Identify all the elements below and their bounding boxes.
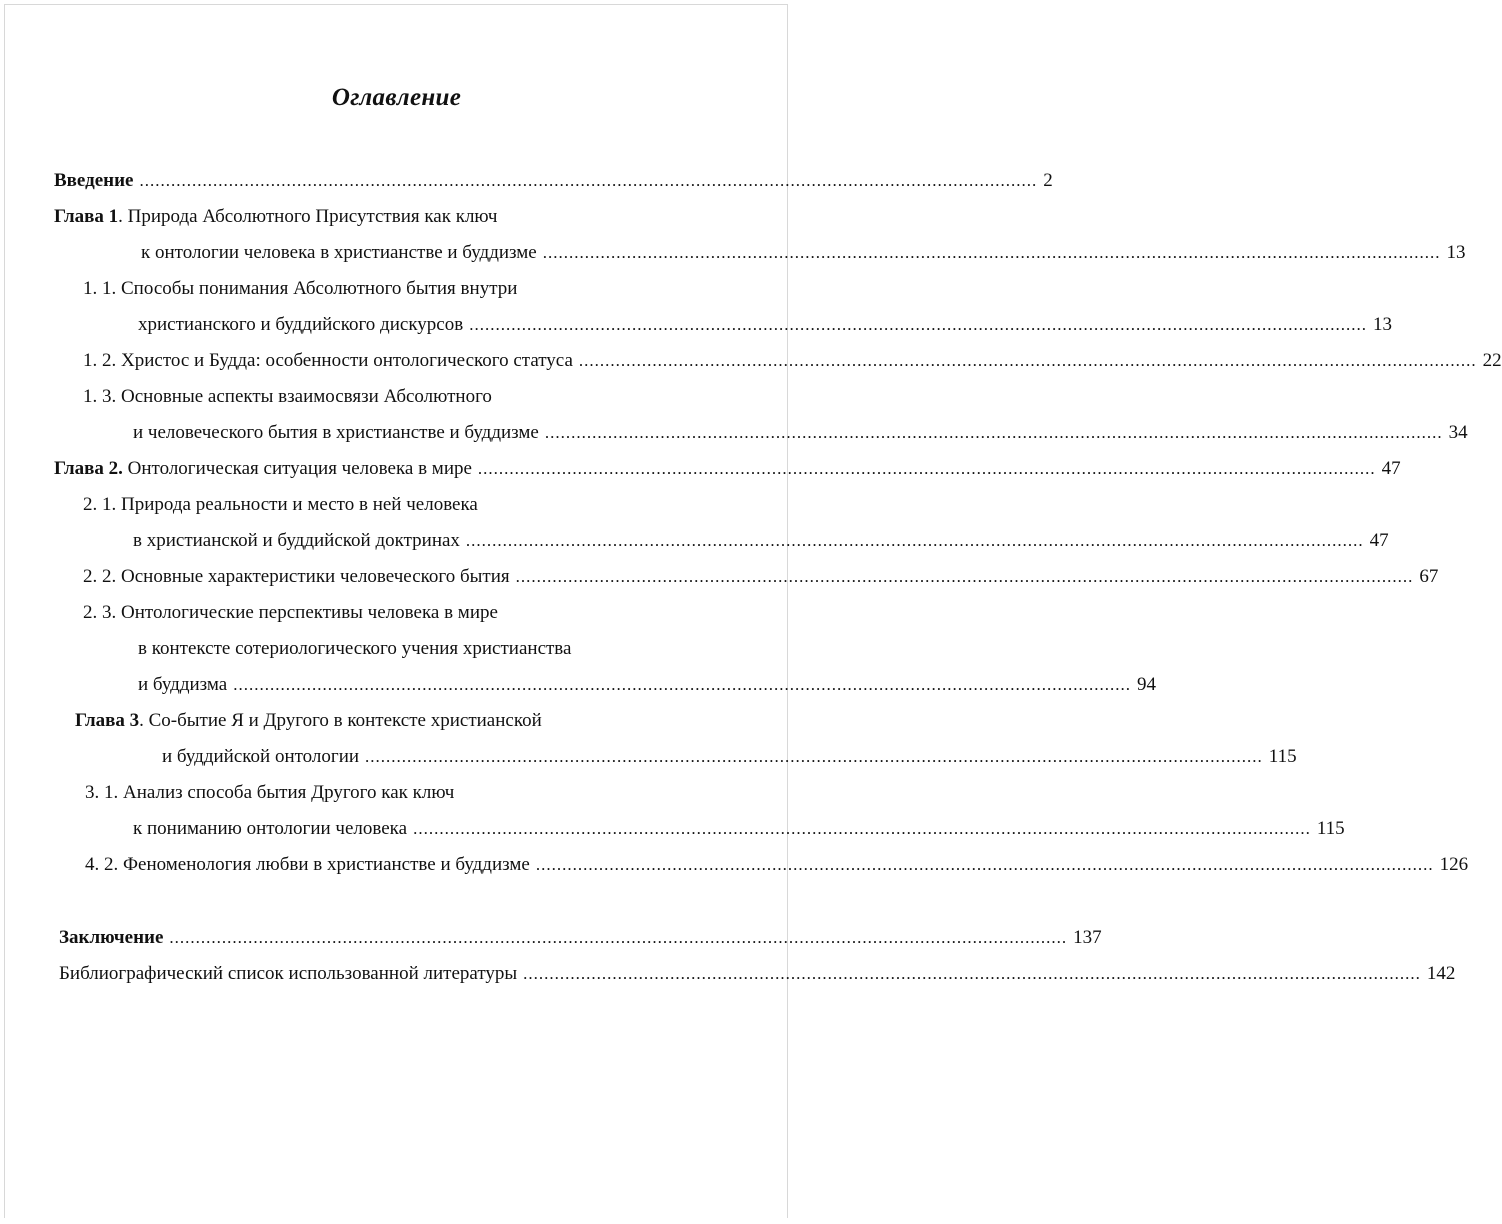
toc-text: Онтологическая ситуация человека в мире: [122, 458, 472, 479]
toc-page-number: 94: [1136, 674, 1156, 695]
toc-entry-section-1-3[interactable]: [83, 383, 492, 411]
toc-leader: ...........................................................................................................................................................................: [465, 531, 1364, 550]
toc-text: в контексте сотериологического учения христианства: [138, 638, 572, 659]
toc-entry-section-2-2[interactable]: [83, 563, 1439, 591]
toc-page-number: 67: [1419, 566, 1439, 587]
toc-entry-section-1-3-cont[interactable]: [133, 419, 1468, 447]
toc-page-number: 22: [1482, 350, 1502, 371]
toc-entry-conclusion[interactable]: [59, 924, 1102, 952]
toc-entry-section-4-2[interactable]: [85, 851, 1469, 879]
toc-text: . Со-бытие Я и Другого в контексте христианской: [139, 710, 542, 731]
toc-label: Заключение: [59, 927, 164, 948]
toc-leader: ...........................................................................................................................................................................: [233, 675, 1131, 694]
toc-text: и буддизма: [138, 674, 228, 695]
toc-page-number: 13: [1446, 242, 1466, 263]
toc-text: 2. 2. Основные характеристики человеческого бытия: [83, 566, 510, 587]
toc-entry-section-1-1[interactable]: [83, 275, 517, 303]
toc-entry-section-1-2[interactable]: [83, 347, 1502, 375]
toc-leader: ...........................................................................................................................................................................: [578, 351, 1477, 370]
toc-text: и буддийской онтологии: [162, 746, 360, 767]
toc-text: в христианской и буддийской доктринах: [133, 530, 460, 551]
toc-text: 2. 1. Природа реальности и место в ней человека: [83, 494, 478, 515]
toc-page-number: 47: [1381, 458, 1401, 479]
toc-entry-intro[interactable]: [54, 167, 1053, 195]
toc-entry-chapter-3-cont[interactable]: [162, 743, 1297, 771]
toc-text: . Природа Абсолютного Присутствия как ключ: [118, 206, 498, 227]
toc-page-number: 115: [1268, 746, 1297, 767]
toc-entry-section-2-3-cont[interactable]: [138, 635, 571, 663]
toc-leader: ...........................................................................................................................................................................: [365, 747, 1263, 766]
toc-label: Библиографический список использованной литературы: [59, 963, 518, 984]
toc-page-number: 13: [1372, 314, 1392, 335]
toc-leader: ...........................................................................................................................................................................: [523, 964, 1421, 983]
toc-entry-section-1-1-cont[interactable]: [138, 311, 1392, 339]
toc-leader: ...........................................................................................................................................................................: [515, 567, 1414, 586]
toc-label: Введение: [54, 170, 134, 191]
toc-page-number: 115: [1316, 818, 1345, 839]
toc-leader: ...........................................................................................................................................................................: [542, 243, 1441, 262]
toc-leader: ...........................................................................................................................................................................: [139, 171, 1038, 190]
toc-text: 1. 3. Основные аспекты взаимосвязи Абсолютного: [83, 386, 492, 407]
toc-entry-section-2-1[interactable]: [83, 491, 478, 519]
toc-page-number: 2: [1043, 170, 1053, 191]
toc-entry-section-3-1-cont[interactable]: [133, 815, 1345, 843]
toc-page-number: 34: [1448, 422, 1468, 443]
toc-leader: ...........................................................................................................................................................................: [477, 459, 1376, 478]
toc-text: к пониманию онтологии человека: [133, 818, 408, 839]
chapter-label: Глава 1: [54, 206, 119, 227]
toc-text: и человеческого бытия в христианстве и буддизме: [133, 422, 539, 443]
toc-text: 1. 2. Христос и Будда: особенности онтологического статуса: [83, 350, 573, 371]
toc-text: 1. 1. Способы понимания Абсолютного бытия внутри: [83, 278, 518, 299]
toc-entry-section-2-3-cont-2[interactable]: [138, 671, 1156, 699]
toc-entry-section-2-3[interactable]: [83, 599, 498, 627]
toc-leader: ...........................................................................................................................................................................: [169, 928, 1068, 947]
toc-text: 3. 1. Анализ способа бытия Другого как ключ: [85, 782, 455, 803]
toc-entry-section-3-1[interactable]: [85, 779, 454, 807]
toc-leader: ...........................................................................................................................................................................: [544, 423, 1443, 442]
toc-page-number: 137: [1073, 927, 1102, 948]
toc-entry-section-2-1-cont[interactable]: [133, 527, 1389, 555]
toc-entry-chapter-1[interactable]: [54, 203, 497, 231]
toc-text: 4. 2. Феноменология любви в христианстве и буддизме: [85, 854, 530, 875]
toc-text: 2. 3. Онтологические перспективы человека в мире: [83, 602, 498, 623]
toc-entry-chapter-2[interactable]: [54, 455, 1401, 483]
page-title: Оглавление: [331, 84, 462, 111]
toc-entry-chapter-3[interactable]: [75, 707, 542, 735]
toc-text: к онтологии человека в христианстве и буддизме: [141, 242, 537, 263]
toc-leader: ...........................................................................................................................................................................: [413, 819, 1311, 838]
toc-entry-bibliography[interactable]: [59, 960, 1456, 988]
toc-leader: ...........................................................................................................................................................................: [535, 855, 1434, 874]
toc-leader: ...........................................................................................................................................................................: [469, 315, 1367, 334]
toc-text: христианского и буддийского дискурсов: [138, 314, 464, 335]
toc-page-number: 47: [1369, 530, 1389, 551]
toc-page-number: 126: [1439, 854, 1469, 875]
chapter-label: Глава 3: [75, 710, 140, 731]
toc-page-number: 142: [1426, 963, 1456, 984]
toc-entry-chapter-1-cont[interactable]: [141, 239, 1466, 267]
chapter-label: Глава 2.: [54, 458, 123, 479]
